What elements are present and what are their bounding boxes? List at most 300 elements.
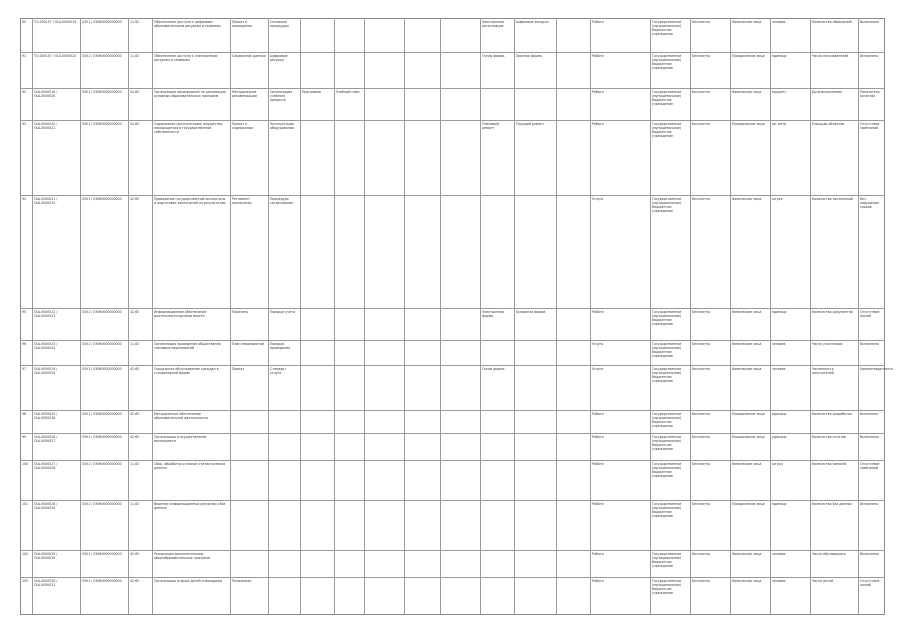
table-cell-note: Выполнено [860, 435, 879, 439]
table-cell-pay: Бесплатно [692, 342, 710, 346]
table-cell-p5 [442, 435, 478, 459]
table-cell-code2: 0301 / 03080000000000 [82, 54, 122, 58]
table-cell-p2 [336, 462, 362, 499]
table-cell-type: Услуга [592, 367, 604, 371]
table-cell-code1: ОШ-0000029 / ОШ-0000030 [34, 552, 59, 560]
table-cell-f1: Электронная форма [482, 310, 506, 318]
table-cell-reg: Эксплуатация оборудования [270, 122, 295, 130]
column-divider [364, 18, 365, 615]
row-divider [20, 195, 885, 196]
table-cell-ind: Число детей [812, 579, 834, 583]
table-cell-p3 [366, 197, 402, 307]
table-cell-f1 [482, 342, 512, 364]
table-cell-f2 [516, 197, 554, 307]
table-cell-type: Работа [592, 502, 604, 506]
table-cell-cat: Физические лица [732, 342, 762, 346]
table-cell-doc: Справочник данных [232, 54, 266, 58]
table-cell-doc: Перечень [232, 310, 249, 314]
column-divider [858, 18, 859, 615]
table-cell-type: Работа [592, 90, 604, 94]
table-cell-org: Государственное (муниципальное) бюджетное учреждение [652, 462, 683, 478]
table-cell-p1 [302, 412, 332, 432]
table-cell-org: Государственное (муниципальное) бюджетное учреждение [652, 552, 683, 568]
table-cell-note: Выполнено [860, 342, 879, 346]
table-cell-desc: Ведение информационных ресурсов и баз данных [154, 502, 227, 510]
column-divider [650, 18, 651, 615]
table-cell-org: Государственное (муниципальное) бюджетное учреждение [652, 435, 683, 451]
table-cell-ind: Численность получателей [812, 367, 835, 375]
table-cell-note: Исполнено [860, 412, 879, 416]
table-cell-cat: Юридические лица [732, 122, 765, 126]
column-divider [404, 18, 405, 615]
table-cell-f2 [516, 462, 554, 499]
table-cell-f2: Заочная форма [516, 54, 542, 58]
table-cell-p3 [366, 20, 402, 51]
row-divider [20, 460, 885, 461]
column-divider [514, 18, 515, 615]
table-cell-p2 [336, 367, 362, 409]
table-cell-desc: Организация отдыха детей и молодежи [154, 579, 223, 583]
table-cell-p5 [442, 579, 478, 614]
table-cell-reg: Цифровые ресурсы [270, 54, 289, 62]
column-divider [480, 18, 481, 615]
table-cell-cat: Юридические лица [732, 54, 765, 58]
table-cell-code1: ТО-000157 / ОШ-0000020 [34, 54, 77, 58]
table-cell-reg: Порядок учета [270, 310, 295, 314]
table-cell-price: 11.82 [130, 54, 140, 58]
table-cell-f1 [482, 579, 512, 614]
table-cell-type: Работа [592, 310, 604, 314]
table-cell-p1 [302, 502, 332, 549]
table-cell-type: Работа [592, 54, 604, 58]
table-cell-n: 97 [22, 367, 27, 371]
table-cell-p2 [336, 342, 362, 364]
table-cell-p4 [406, 435, 438, 459]
table-cell-p1 [302, 462, 332, 499]
table-cell-p2 [336, 197, 362, 307]
table-cell-n: 91 [22, 54, 27, 58]
table-cell-note: Исполнено [860, 502, 879, 506]
table-cell-f1: Очная форма [482, 367, 505, 371]
table-cell-p3 [366, 54, 402, 87]
table-cell-p4 [406, 310, 438, 339]
table-cell-p5 [442, 367, 478, 409]
table-cell-p1 [302, 435, 332, 459]
table-cell-code1: ОШ-0000027 / ОШ-0000028 [34, 462, 59, 470]
table-cell-p5 [442, 412, 478, 432]
table-cell-doc: Положение [232, 579, 252, 583]
table-cell-cat: Физические лица [732, 90, 762, 94]
table-cell-f2: Бумажная форма [516, 310, 546, 314]
row-divider [20, 340, 885, 341]
table-cell-p5 [442, 197, 478, 307]
column-divider [152, 18, 153, 615]
table-cell-reg [270, 435, 298, 459]
table-cell-ind: Количество документов [812, 310, 853, 314]
table-cell-p1 [302, 310, 332, 339]
table-cell-price: 11.82 [130, 20, 140, 24]
table-cell-pay: Бесплатно [692, 579, 710, 583]
table-cell-code2: 0301 / 03080000000000 [82, 462, 122, 466]
table-cell-code1: ОШ-0000023 / ОШ-0000024 [34, 342, 59, 350]
table-cell-desc: Методическое обеспечение образовательной деятельности [154, 412, 208, 420]
table-cell-reg: Основные процедуры [270, 20, 289, 28]
table-cell-p5 [442, 90, 478, 119]
table-cell-org: Государственное (муниципальное) бюджетное учреждение [652, 502, 683, 518]
column-divider [300, 18, 301, 615]
table-cell-code2: 0301 / 03080000000000 [82, 579, 122, 583]
table-cell-desc: Социальное обслуживание граждан в стационарной форме [154, 367, 220, 375]
column-divider [590, 18, 591, 615]
table-cell-cat: Юридические лица [732, 502, 765, 506]
table-cell-note: Отсутствие замечаний [860, 122, 881, 130]
table-cell-p1 [302, 342, 332, 364]
table-cell-p5 [442, 462, 478, 499]
table-cell-code2: 0301 / 03080000000000 [82, 90, 122, 94]
table-cell-unit: человек [772, 367, 786, 371]
table-cell-p1 [302, 579, 332, 614]
table-cell-type: Работа [592, 20, 604, 24]
table-cell-type: Услуга [592, 342, 604, 346]
column-divider [128, 18, 129, 615]
table-cell-p2 [336, 310, 362, 339]
table-cell-ind: Количество баз данных [812, 502, 852, 506]
table-cell-p3 [366, 310, 402, 339]
table-cell-cat: Юридические лица [732, 412, 765, 416]
table-cell-reg: Стандарт услуги [270, 367, 288, 375]
table-cell-code2: 0301 / 03080000000000 [82, 412, 122, 416]
table-cell-p2 [336, 54, 362, 87]
table-cell-f2 [516, 90, 554, 119]
table-cell-unit: единица [772, 310, 787, 314]
table-cell-p3 [366, 435, 402, 459]
table-cell-org: Государственное (муниципальное) бюджетное учреждение [652, 310, 683, 326]
table-cell-f2 [516, 579, 554, 614]
table-cell-ind: Число пользователей [812, 54, 849, 58]
table-cell-n: 93 [22, 122, 27, 126]
table-cell-p4 [406, 90, 438, 119]
table-cell-org: Государственное (муниципальное) бюджетное учреждение [652, 367, 683, 383]
table-cell-cat: Физические лица [732, 367, 762, 371]
table-cell-price: 11.82 [130, 342, 140, 346]
table-cell-reg [270, 412, 298, 432]
column-divider [334, 18, 335, 615]
table-cell-type: Работа [592, 435, 604, 439]
table-cell-note: Без нарушения сроков [860, 197, 880, 209]
table-cell-cat: Физические лица [732, 552, 762, 556]
table-cell-unit: кв. метр [772, 122, 787, 126]
table-cell-org: Государственное (муниципальное) бюджетное учреждение [652, 90, 683, 106]
table-cell-p5 [442, 54, 478, 87]
table-cell-f1: Плановый ремонт [482, 122, 500, 130]
table-cell-price: 11.82 [130, 502, 140, 506]
table-cell-p2 [336, 552, 362, 576]
table-cell-p3 [366, 412, 402, 432]
row-divider [20, 550, 885, 551]
table-cell-p4 [406, 122, 438, 194]
column-divider [268, 18, 269, 615]
table-cell-note: Выполнено [860, 20, 879, 24]
table-cell-p2 [336, 122, 362, 194]
row-divider [20, 365, 885, 366]
table-cell-code2: 0301 / 03080000000000 [82, 552, 122, 556]
table-cell-type: Работа [592, 552, 604, 556]
table-cell-f1 [482, 90, 512, 119]
row-divider [20, 577, 885, 578]
table-cell-code1: ОШ-0000026 / ОШ-0000027 [34, 435, 59, 443]
table-cell-p3 [366, 122, 402, 194]
column-divider [730, 18, 731, 615]
table-cell-unit: единица [772, 502, 787, 506]
table-cell-reg [270, 502, 298, 549]
table-cell-p1 [302, 20, 332, 51]
table-cell-p4 [406, 197, 438, 307]
table-cell-n: 90 [22, 20, 27, 24]
table-cell-type: Работа [592, 412, 604, 416]
table-cell-p2 [336, 20, 362, 51]
table-cell-ind: Число обучающихся [812, 552, 846, 556]
table-cell-pay: Бесплатно [692, 122, 710, 126]
table-cell-doc: Регламент экспертизы [232, 197, 252, 205]
table-cell-ind: Число участников [812, 342, 843, 346]
table-cell-price: 11.82 [130, 462, 140, 466]
table-cell-pay: Бесплатно [692, 54, 710, 58]
table-cell-code1: ОШ-0000024 / ОШ-0000025 [34, 367, 59, 375]
table-cell-desc: Обеспечение доступа к цифровым образовательным ресурсам и сервисам [154, 20, 221, 28]
table-cell-n: 102 [22, 552, 29, 556]
row-divider [20, 120, 885, 121]
table-cell-doc: Методические рекомендации [232, 90, 258, 98]
table-cell-doc: Приказ о содержании [232, 122, 253, 130]
row-divider [20, 308, 885, 309]
table-cell-desc: Сбор, обработка и анализ статистических данных [154, 462, 227, 470]
table-cell-p5 [442, 310, 478, 339]
table-cell-note: Исполнено [860, 54, 879, 58]
row-divider [20, 88, 885, 89]
table-cell-note: Отсутствие жалоб [860, 579, 881, 587]
table-cell-cat: Физические лица [732, 462, 762, 466]
table-cell-doc [232, 435, 266, 459]
table-cell-note: Отсутствие замечаний [860, 462, 881, 470]
table-cell-cat: Физические лица [732, 197, 762, 201]
table-cell-p1 [302, 552, 332, 576]
table-cell-n: 103 [22, 579, 29, 583]
table-cell-doc [232, 502, 266, 549]
table-cell-doc [232, 462, 266, 499]
table-cell-f1: Электронная регистрация [482, 20, 506, 28]
table-cell-f2: Текущий ремонт [516, 122, 545, 126]
table-cell-cat: Физические лица [732, 579, 762, 583]
table-cell-code2: 0301 / 03080000000000 [82, 342, 122, 346]
table-cell-p2 [336, 412, 362, 432]
table-cell-ind: Количество разработок [812, 412, 852, 416]
table-cell-org: Государственное (муниципальное) бюджетное учреждение [652, 197, 683, 213]
table-cell-f2: Цифровые ресурсы [516, 20, 549, 24]
table-cell-p1 [302, 197, 332, 307]
table-cell-cat: Физические лица [732, 310, 762, 314]
table-cell-code1: ОШ-0000021 / ОШ-0000022 [34, 197, 59, 205]
table-cell-f1 [482, 502, 512, 549]
table-cell-p5 [442, 502, 478, 549]
table-cell-code1: ОШ-0000030 / ОШ-0000031 [34, 579, 59, 587]
table-cell-reg [270, 552, 298, 576]
table-cell-p5 [442, 122, 478, 194]
table-cell-desc: Организация и осуществление мониторинга [154, 435, 208, 443]
table-cell-unit: процент [772, 90, 787, 94]
table-cell-code2: 0301 / 03080000000000 [82, 122, 122, 126]
table-cell-p4 [406, 579, 438, 614]
table-cell-code1: ОШ-0000022 / ОШ-0000023 [34, 310, 59, 318]
table-cell-p3 [366, 367, 402, 409]
table-cell-pay: Бесплатно [692, 462, 710, 466]
table-cell-p2: Учебный план [336, 90, 360, 94]
table-cell-price: 42.65 [130, 367, 140, 371]
table-cell-reg: Порядок проведения [270, 342, 291, 350]
table-cell-doc: Приказ о проведении [232, 20, 253, 28]
table-cell-code2: 0301 / 03080000000000 [82, 367, 122, 371]
table-cell-n: 92 [22, 90, 27, 94]
table-cell-p3 [366, 462, 402, 499]
table-cell-code1: ОШ-0000020 / ОШ-0000021 [34, 122, 59, 130]
table-cell-desc: Содержание (эксплуатация) имущества, находящегося в государственной собственности [154, 122, 224, 134]
table-cell-org: Государственное (муниципальное) бюджетное учреждение [652, 54, 683, 70]
table-cell-ind: Площадь объектов [812, 122, 845, 126]
table-cell-doc [232, 552, 266, 576]
table-cell-ind: Количество записей [812, 462, 847, 466]
table-cell-f1 [482, 412, 512, 432]
table-cell-note: Отсутствие жалоб [860, 310, 881, 318]
table-cell-code2: 0301 / 03080000000000 [82, 197, 122, 201]
column-divider [32, 18, 33, 615]
table-cell-n: 99 [22, 435, 27, 439]
table-cell-p3 [366, 579, 402, 614]
table-cell-pay: Бесплатно [692, 502, 710, 506]
table-cell-f2 [516, 552, 554, 576]
table-cell-f1 [482, 552, 512, 576]
column-divider [80, 18, 81, 615]
table-cell-ind: Количество отчетов [812, 435, 846, 439]
table-cell-org: Государственное (муниципальное) бюджетное учреждение [652, 122, 683, 138]
table-cell-p3 [366, 342, 402, 364]
table-cell-doc: Приказ [232, 367, 245, 371]
table-cell-price: 42.65 [130, 412, 140, 416]
table-cell-desc: Проведение государственной экспертизы и подготовка заключений по результатам [154, 197, 227, 205]
table-cell-price: 42.65 [130, 197, 140, 201]
table-cell-cat: Юридические лица [732, 435, 765, 439]
column-divider [690, 18, 691, 615]
row-divider [20, 500, 885, 501]
table-cell-code2: 0301 / 03080000000000 [82, 310, 122, 314]
table-cell-pay: Бесплатно [692, 552, 710, 556]
table-cell-doc [232, 412, 266, 432]
table-cell-code2: 0301 / 03080000000000 [82, 435, 122, 439]
table-cell-price: 42.65 [130, 310, 140, 314]
table-cell-p1 [302, 54, 332, 87]
table-cell-p3 [366, 552, 402, 576]
table-cell-unit: человек [772, 20, 786, 24]
table-cell-f2 [516, 502, 554, 549]
table-cell-p5 [442, 552, 478, 576]
table-cell-p4 [406, 502, 438, 549]
table-cell-n: 95 [22, 310, 27, 314]
column-divider [810, 18, 811, 615]
table-cell-p4 [406, 552, 438, 576]
table-cell-price: 42.65 [130, 579, 140, 583]
table-cell-code1: ОШ-0000025 / ОШ-0000026 [34, 412, 59, 420]
table-cell-price: 42.65 [130, 552, 140, 556]
table-cell-code1: ОШ-0000019 / ОШ-0000020 [34, 90, 59, 98]
table-cell-f1 [482, 462, 512, 499]
table-cell-f2 [516, 342, 554, 364]
table-cell-note: Удовлетворенность [860, 367, 894, 371]
table-cell-desc: Обеспечение доступа к электронным ресурсам и сервисам [154, 54, 219, 62]
table-cell-f1 [482, 197, 512, 307]
table-cell-pay: Бесплатно [692, 435, 710, 439]
table-cell-p3 [366, 502, 402, 549]
table-cell-pay: Бесплатно [692, 197, 710, 201]
table-cell-p1 [302, 122, 332, 194]
table-cell-p4 [406, 412, 438, 432]
table-cell-p3 [366, 90, 402, 119]
row-divider [20, 52, 885, 53]
table-cell-n: 101 [22, 502, 29, 506]
table-cell-price: 42.65 [130, 122, 140, 126]
table-cell-reg [270, 579, 298, 614]
table-cell-pay: Бесплатно [692, 412, 710, 416]
table-cell-desc: Информационное обеспечение деятельности органов власти [154, 310, 208, 318]
table-cell-pay: Бесплатно [692, 367, 710, 371]
table-cell-p1 [302, 367, 332, 409]
table-cell-type: Услуга [592, 197, 604, 201]
table-cell-desc: Организация проведения общественно значимых мероприятий [154, 342, 222, 350]
table-cell-desc: Реализация дополнительных общеобразовательных программ [154, 552, 211, 560]
table-cell-code2: 0301 / 03080000000000 [82, 20, 122, 24]
table-cell-doc: План мероприятий [232, 342, 264, 346]
table-cell-unit: человек [772, 342, 786, 346]
table-cell-reg: Организация учебного процесса [270, 90, 294, 102]
table-cell-pay: Бесплатно [692, 310, 710, 314]
column-divider [556, 18, 557, 615]
table-cell-p4 [406, 20, 438, 51]
table-cell-p5 [442, 20, 478, 51]
table-cell-reg: Процедура согласования [270, 197, 293, 205]
table-cell-ind: Количество обращений [812, 20, 852, 24]
table-cell-code1: ОШ-0000028 / ОШ-0000029 [34, 502, 59, 510]
table-cell-pay: Бесплатно [692, 20, 710, 24]
table-cell-note: Выполнено [860, 552, 879, 556]
table-cell-price: 42.65 [130, 435, 140, 439]
table-cell-n: 94 [22, 197, 27, 201]
table-cell-unit: штука [772, 197, 783, 201]
table-cell-p2 [336, 502, 362, 549]
table-cell-pay: Бесплатно [692, 90, 710, 94]
column-divider [230, 18, 231, 615]
table-cell-f1 [482, 435, 512, 459]
table-cell-f2 [516, 367, 554, 409]
table-cell-p4 [406, 342, 438, 364]
table-cell-p4 [406, 462, 438, 499]
table-cell-f2 [516, 412, 554, 432]
table-cell-n: 98 [22, 412, 27, 416]
table-cell-p4 [406, 54, 438, 87]
table-cell-n: 100 [22, 462, 29, 466]
table-cell-desc: Организация мероприятий по реализации основных образовательных программ [154, 90, 227, 98]
table-cell-unit: человек [772, 579, 786, 583]
table-cell-unit: единица [772, 54, 787, 58]
table-cell-code2: 0301 / 03080000000000 [82, 502, 122, 506]
table-cell-type: Работа [592, 579, 604, 583]
table-cell-unit: единица [772, 412, 787, 416]
